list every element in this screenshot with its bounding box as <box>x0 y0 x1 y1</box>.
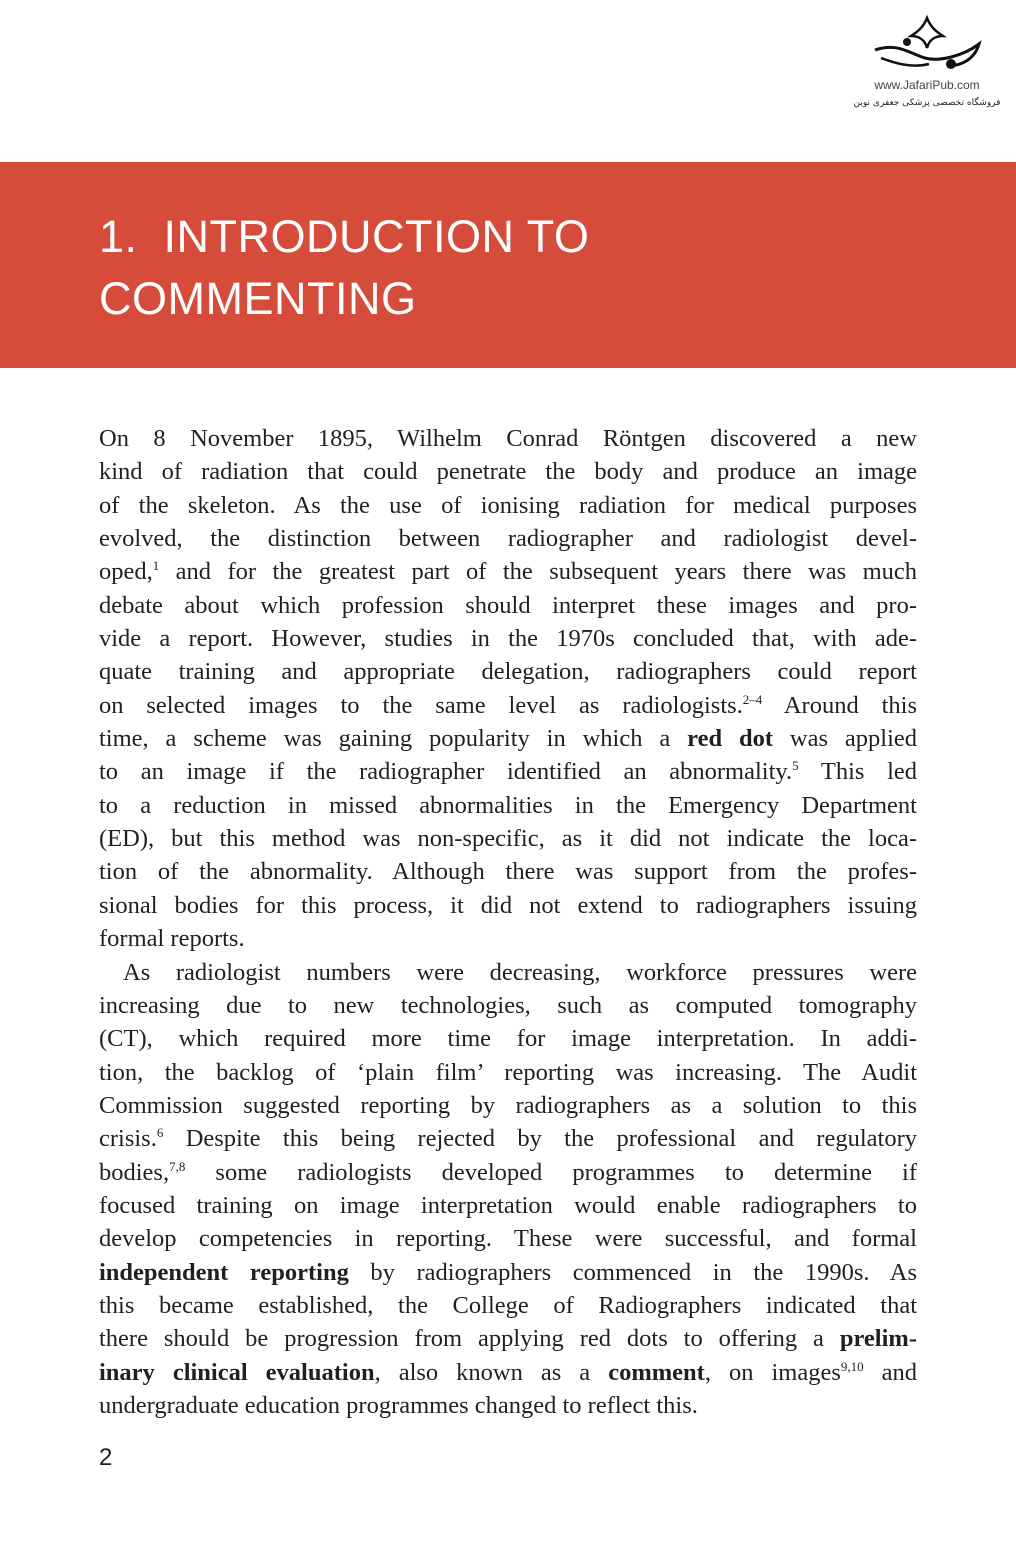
text-run: time, a scheme was gaining popularity in which a <box>99 725 688 753</box>
text-run: was applied <box>773 725 917 753</box>
text-line <box>99 855 917 888</box>
text-line <box>99 1322 917 1355</box>
text-run: sional bodies for this process, it did not extend to radiographers issuing <box>99 891 917 919</box>
text-run: (ED), but this method was non-specific, as it did not indicate the loca- <box>99 825 917 853</box>
text-line <box>99 755 917 788</box>
logo-url: www.JafariPub.com <box>874 78 980 92</box>
footnote-ref: 2–4 <box>742 691 763 707</box>
text-line <box>99 589 917 622</box>
text-line <box>99 722 917 755</box>
text-line <box>99 1089 917 1122</box>
text-line <box>99 655 917 688</box>
text-run: to a reduction in missed abnormalities in the Emergency Department <box>99 791 917 819</box>
text-line <box>99 989 917 1022</box>
chapter-title <box>99 206 589 330</box>
bold-term: comment <box>608 1358 705 1386</box>
text-line <box>99 922 917 955</box>
text-run: bodies, <box>99 1158 170 1186</box>
text-run: by radiographers commenced in the 1990s. As <box>348 1258 917 1286</box>
text-run: crisis. <box>99 1125 157 1153</box>
jafari-logo-icon <box>867 14 987 76</box>
text-run: kind of radiation that could penetrate the body and produce an image <box>99 458 917 486</box>
text-run: of the skeleton. As the use of ionising radiation for medical purposes <box>99 491 917 519</box>
text-run: to an image if the radiographer identified an abnormality. <box>99 758 793 786</box>
bold-term: inary clinical evaluation <box>99 1358 375 1386</box>
text-run: focused training on image interpretation would enable radiographers to <box>99 1191 917 1219</box>
text-line <box>99 1389 917 1422</box>
text-run: vide a report. However, studies in the 1970s concluded that, with ade- <box>99 625 917 653</box>
text-run: , on images <box>704 1358 841 1386</box>
text-run: tion, the backlog of ‘plain film’ reporting was increasing. The Audit <box>99 1058 917 1086</box>
text-line <box>99 789 917 822</box>
text-line <box>99 522 917 555</box>
text-line <box>99 422 917 455</box>
text-run: Commission suggested reporting by radiographers as a solution to this <box>99 1091 917 1119</box>
text-line <box>99 1156 917 1189</box>
text-run: undergraduate education programmes changed to reflect this. <box>99 1391 698 1419</box>
text-line <box>99 489 917 522</box>
text-run: As radiologist numbers were decreasing, workforce pressures were <box>123 958 917 986</box>
text-line <box>99 622 917 655</box>
bold-term: independent reporting <box>99 1258 349 1286</box>
footnote-ref: 7,8 <box>169 1158 186 1174</box>
text-run: Despite this being rejected by the professional and regulatory <box>163 1125 917 1153</box>
text-run: On 8 November 1895, Wilhelm Conrad Röntgen discovered a new <box>99 425 917 452</box>
chapter-title-line-1: 1. INTRODUCTION TO <box>99 211 590 262</box>
text-run: , also known as a <box>374 1358 609 1386</box>
text-run: tion of the abnormality. Although there was support from the profes- <box>99 858 917 886</box>
text-line <box>99 956 917 989</box>
text-run: increasing due to new technologies, such as computed tomography <box>99 991 917 1019</box>
text-run: evolved, the distinction between radiographer and radiologist devel- <box>99 525 917 553</box>
footnote-ref: 6 <box>156 1125 164 1141</box>
text-run: (CT), which required more time for image interpretation. In addi- <box>99 1025 917 1053</box>
text-line <box>99 822 917 855</box>
footnote-ref: 5 <box>792 758 799 774</box>
text-run: some radiologists developed programmes to determine if <box>185 1158 917 1186</box>
text-line <box>99 1289 917 1322</box>
publisher-logo <box>842 14 1012 108</box>
text-run: and for the greatest part of the subsequent years there was much <box>159 558 917 586</box>
text-line <box>99 555 917 588</box>
footnote-ref: 1 <box>152 558 160 574</box>
text-run: formal reports. <box>99 925 245 953</box>
text-line <box>99 889 917 922</box>
text-run: oped, <box>99 558 153 586</box>
footnote-ref: 9,10 <box>840 1358 864 1374</box>
text-run: debate about which profession should interpret these images and pro- <box>99 591 917 619</box>
text-line <box>99 1256 917 1289</box>
text-line <box>99 1022 917 1055</box>
text-line <box>99 689 917 722</box>
text-run: this became established, the College of Radiographers indicated that <box>99 1291 917 1319</box>
text-line <box>99 455 917 488</box>
chapter-title-line-2: COMMENTING <box>99 273 417 324</box>
bold-term: red dot <box>687 725 773 753</box>
page-number: 2 <box>99 1444 113 1471</box>
body-text <box>99 422 917 1422</box>
text-run: on selected images to the same level as radiologists. <box>99 691 743 719</box>
text-line <box>99 1122 917 1155</box>
text-run: and <box>863 1358 917 1386</box>
bold-term: prelim- <box>839 1325 917 1353</box>
logo-tagline: فروشگاه تخصصی پزشکی جعفری نوین <box>853 98 1001 108</box>
text-run: develop competencies in reporting. These were successful, and formal <box>99 1225 917 1253</box>
text-line <box>99 1222 917 1255</box>
text-line <box>99 1056 917 1089</box>
text-run: quate training and appropriate delegation, radiographers could report <box>99 658 917 686</box>
text-run: Around this <box>762 691 917 719</box>
text-run: This led <box>798 758 918 786</box>
text-run: there should be progression from applying red dots to offering a <box>99 1325 840 1353</box>
text-line <box>99 1356 917 1389</box>
text-line <box>99 1189 917 1222</box>
